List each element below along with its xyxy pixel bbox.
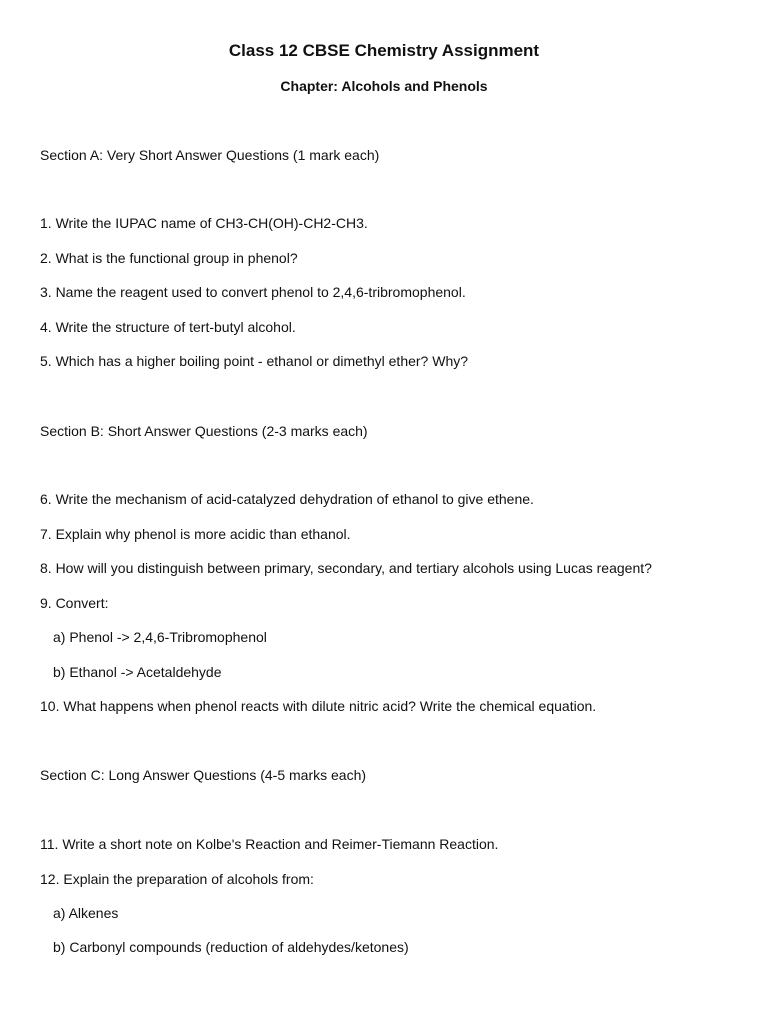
question-6: 6. Write the mechanism of acid-catalyzed dehydration of ethanol to give ethene. bbox=[40, 491, 534, 507]
section-c-heading: Section C: Long Answer Questions (4-5 marks each) bbox=[40, 767, 367, 783]
question-2: 2. What is the functional group in phenol? bbox=[40, 250, 298, 266]
question-9a: a) Phenol -> 2,4,6-Tribromophenol bbox=[53, 629, 267, 645]
question-7: 7. Explain why phenol is more acidic than ethanol. bbox=[40, 526, 351, 542]
question-9: 9. Convert: bbox=[40, 595, 109, 611]
question-5: 5. Which has a higher boiling point - ethanol or dimethyl ether? Why? bbox=[40, 353, 469, 369]
question-10: 10. What happens when phenol reacts with dilute nitric acid? Write the chemical equation. bbox=[40, 698, 597, 714]
question-1: 1. Write the IUPAC name of CH3-CH(OH)-CH2-CH3. bbox=[40, 215, 368, 231]
question-12b: b) Carbonyl compounds (reduction of aldehydes/ketones) bbox=[53, 939, 409, 955]
question-11: 11. Write a short note on Kolbe's Reaction and Reimer-Tiemann Reaction. bbox=[40, 836, 499, 852]
question-3: 3. Name the reagent used to convert phenol to 2,4,6-tribromophenol. bbox=[40, 284, 466, 300]
chapter-subtitle: Chapter: Alcohols and Phenols bbox=[280, 78, 488, 94]
question-9b: b) Ethanol -> Acetaldehyde bbox=[53, 664, 222, 680]
question-12a: a) Alkenes bbox=[53, 905, 119, 921]
question-12: 12. Explain the preparation of alcohols from: bbox=[40, 871, 314, 887]
question-4: 4. Write the structure of tert-butyl alcohol. bbox=[40, 319, 296, 335]
document-title: Class 12 CBSE Chemistry Assignment bbox=[228, 41, 540, 60]
section-a-heading: Section A: Very Short Answer Questions (1 mark each) bbox=[40, 147, 380, 163]
section-b-heading: Section B: Short Answer Questions (2-3 marks each) bbox=[40, 423, 368, 439]
question-8: 8. How will you distinguish between primary, secondary, and tertiary alcohols using Lucas reagent? bbox=[40, 560, 652, 576]
